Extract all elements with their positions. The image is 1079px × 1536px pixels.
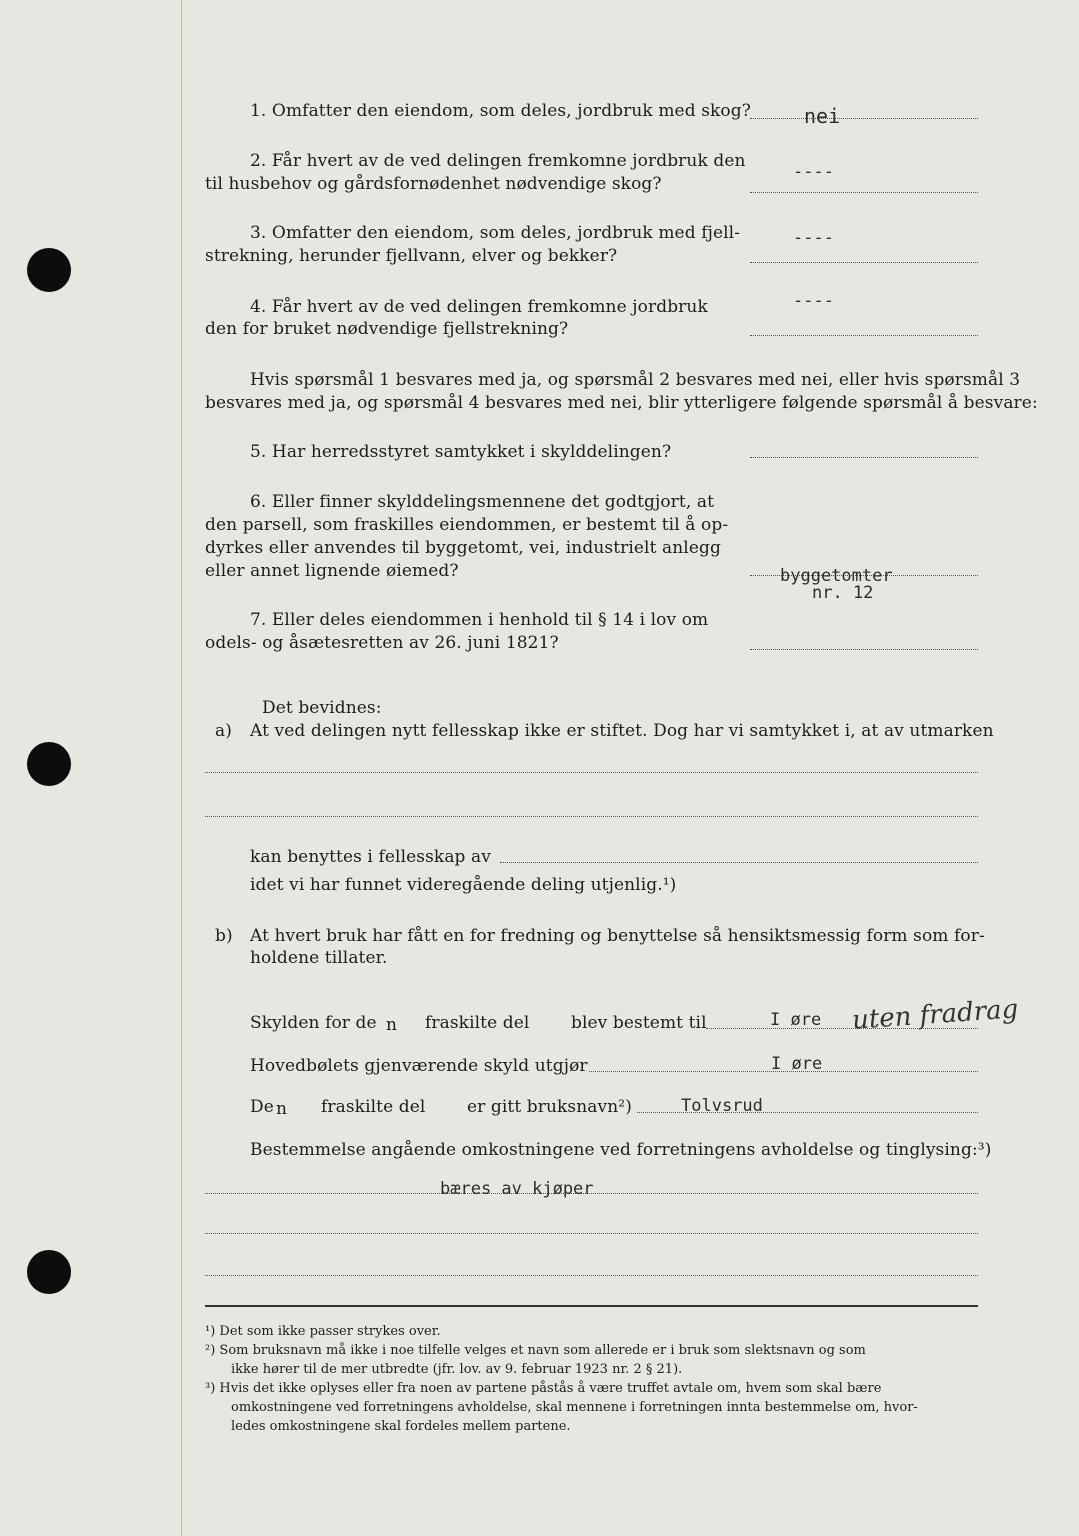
answer-1: nei [804,104,841,128]
fill-line [205,772,978,773]
question-2-line-1: 2. Får hvert av de ved delingen fremkomne jordbruk den [250,151,746,171]
answer-line [750,192,978,193]
answer-4: ---- [793,291,834,311]
question-6-line-2: den parsell, som fraskilles eiendommen, er bestemt til å op- [205,515,729,535]
answer-3: ---- [793,228,834,248]
fill-line [205,1233,978,1234]
fill-line [205,1275,978,1276]
skylden-value: I øre [770,1010,822,1030]
certification-heading: Det bevidnes: [262,698,382,718]
fill-line [205,816,978,817]
division-note: idet vi har funnet videregående deling utjenlig.¹) [250,875,677,895]
footnote-3-line-3: ledes omkostningene skal fordeles mellem partene. [231,1419,571,1434]
answer-line [750,649,978,650]
answer-line [750,118,978,119]
footnote-2-line-1: ²) Som bruksnavn må ikke i noe tilfelle velges et navn som allerede er i bruk som slektsnavn og som [205,1343,866,1358]
question-4-line-1: 4. Får hvert av de ved delingen fremkomne jordbruk [250,297,708,317]
skylden-label-c: blev bestemt til [571,1013,707,1033]
question-2-line-2: til husbehov og gårdsfornødenhet nødvendige skog? [205,174,662,194]
skylden-label-a: Skylden for de [250,1013,377,1033]
footnote-rule [205,1305,978,1307]
main-farm-value: I øre [771,1054,823,1074]
answer-6-line-2: nr. 12 [812,583,874,603]
handwritten-note: uten fradrag [851,994,1020,1036]
answer-2: ---- [793,162,834,182]
name-label-n: n [276,1099,288,1119]
punch-hole [27,248,71,292]
question-6-line-1: 6. Eller finner skylddelingsmennene det godtgjort, at [250,492,715,512]
question-3-line-1: 3. Omfatter den eiendom, som deles, jordbruk med fjell- [250,223,741,243]
main-farm-label: Hovedbølets gjenværende skyld utgjør [250,1056,588,1076]
question-6-line-3: dyrkes eller anvendes til byggetomt, vei, industrielt anlegg [205,538,721,558]
question-6-line-4: eller annet lignende øiemed? [205,561,459,581]
margin-line [181,0,182,1536]
name-label-a: De [250,1097,274,1117]
farm-name-value: Tolvsrud [681,1096,763,1116]
condition-line-1: Hvis spørsmål 1 besvares med ja, og spørsmål 2 besvares med nei, eller hvis spørsmål 3 [250,370,1021,390]
item-a-label: a) [215,721,232,741]
footnote-3-line-1: ³) Hvis det ikke oplyses eller fra noen av partene påstås å være truffet avtale om, hvem som skal bære [205,1381,882,1396]
question-5: 5. Har herredsstyret samtykket i skylddelingen? [250,442,672,462]
question-3-line-2: strekning, herunder fjellvann, elver og bekker? [205,246,618,266]
item-a-text: At ved delingen nytt fellesskap ikke er stiftet. Dog har vi samtykket i, at av utmarken [250,721,994,741]
footnote-2-line-2: ikke hører til de mer utbredte (jfr. lov. av 9. februar 1923 nr. 2 § 21). [231,1362,683,1377]
question-4-line-2: den for bruket nødvendige fjellstrekning? [205,319,569,339]
item-b-line-2: holdene tillater. [250,948,388,968]
answer-line [750,335,978,336]
item-b-line-1: At hvert bruk har fått en for fredning og benyttelse så hensiktsmessig form som for- [250,926,985,946]
answer-line [750,262,978,263]
question-1: 1. Omfatter den eiendom, som deles, jordbruk med skog? [250,101,751,121]
skylden-label-b: fraskilte del [425,1013,530,1033]
question-7-line-1: 7. Eller deles eiendommen i henhold til § 14 i lov om [250,610,709,630]
costs-value: bæres av kjøper [440,1179,594,1199]
punch-hole [27,742,71,786]
name-label-c: er gitt bruksnavn²) [467,1097,632,1117]
punch-hole [27,1250,71,1294]
item-b-label: b) [215,926,233,946]
costs-label: Bestemmelse angående omkostningene ved forretningens avholdelse og tinglysing:³) [250,1140,992,1160]
question-7-line-2: odels- og åsætesretten av 26. juni 1821? [205,633,559,653]
fill-line [500,862,978,863]
shared-use-text: kan benyttes i fellesskap av [250,847,491,867]
footnote-1: ¹) Det som ikke passer strykes over. [205,1324,441,1339]
answer-6-line-1: byggetomter [780,566,893,586]
name-label-b: fraskilte del [321,1097,426,1117]
condition-line-2: besvares med ja, og spørsmål 4 besvares med nei, blir ytterligere følgende spørsmål å besvare: [205,393,1038,413]
skylden-n: n [386,1015,398,1035]
answer-line [750,457,978,458]
footnote-3-line-2: omkostningene ved forretningens avholdelse, skal mennene i forretningen innta bestemmelse om, hvor- [231,1400,918,1415]
